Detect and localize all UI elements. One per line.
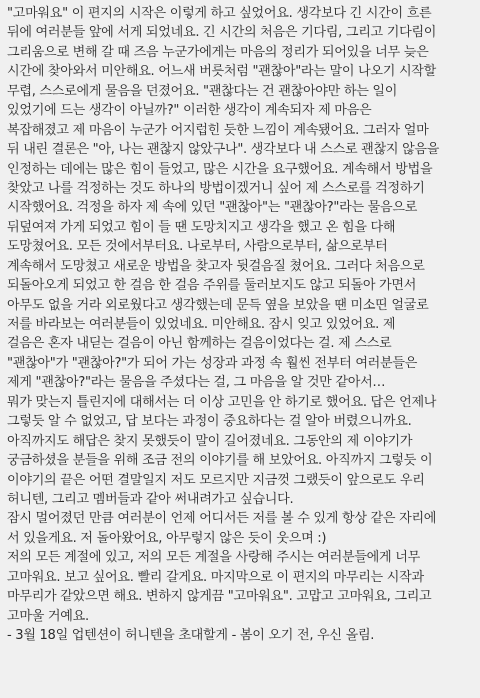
letter-line: 무렵, 스스로에게 물음을 던졌어요. "괜찮다는 건 괜찮아야만 하는 일이 [7, 83, 398, 99]
letter-line: 제게 "괜찮아?"라는 물음을 주셨다는 걸, 그 마음을 알 것만 같아서… [7, 375, 386, 391]
letter-line: 계속해서 도망쳤고 새로운 방법을 찾고자 뒷걸음질 쳤어요. 그러다 처음으로 [7, 258, 425, 274]
letter-line: 복잡해졌고 제 마음이 누군가 어지럽힌 듯한 느낌이 계속됐어요. 그러자 얼마 [7, 122, 429, 138]
letter-line: "괜찮아"가 "괜찮아?"가 되어 가는 성장과 과정 속 훨씬 전부터 여러분들은 [7, 355, 418, 371]
letter-line: 서 있을게요. 저 돌아왔어요, 아무렇지 않은 듯이 웃으며 :) [7, 530, 327, 546]
letter-line: 시간에 찾아와서 미안해요. 어느새 버릇처럼 "괜찮아"라는 말이 나오기 시작할 [7, 64, 437, 80]
letter-line: 궁금하셨을 분들을 위해 조금 전의 이야기를 해 보았어요. 아직까지 그렇듯 이 [7, 453, 433, 469]
letter-line: 마무리가 같았으면 해요. 변하지 않게끔 "고마워요". 고맙고 고마워요, 그리고 [7, 589, 432, 605]
letter-line: 되돌아오게 되었고 한 걸음 한 걸음 주위를 둘러보지도 않고 되돌아 가면서 [7, 278, 417, 294]
letter-line: 그렇듯 알 수 없었고, 답 보다는 과정이 중요하다는 걸 알아 버렸으니까요. [7, 414, 412, 430]
letter-line: 저를 바라보는 여러분들이 있었네요. 미안해요. 잠시 잊고 있었어요. 제 [7, 317, 396, 332]
letter-line: 뒤 내린 결론은 "아, 나는 괜찮지 않았구나". 생각보다 내 스스로 괜찮지 않음을 [7, 142, 440, 158]
letter-line: 뭐가 맞는지 틀린지에 대해서는 더 이상 고민을 안 하기로 했어요. 답은 언제나 [7, 394, 437, 410]
letter-line: 이야기의 끝은 어떤 결말일지 저도 모르지만 지금껏 그랬듯이 앞으로도 우리 [7, 472, 425, 488]
letter-line: 아직까지도 해답은 찾지 못했듯이 말이 길어졌네요. 그동안의 제 이야기가 [7, 433, 413, 449]
letter-line: 잠시 멀어졌던 만큼 여러분이 언제 어디서든 저를 볼 수 있게 항상 같은 자리에 [7, 511, 437, 527]
letter-line: 뒤덮여져 가게 되었고 힘이 들 땐 도망치지고 생각을 했고 온 힘을 다해 [7, 219, 396, 235]
letter-line: 있었기에 드는 생각이 아닐까?" 이러한 생각이 계속되자 제 마음은 [7, 103, 372, 119]
letter-line: 아무도 없을 거라 외로웠다고 생각했는데 문득 옆을 보았을 땐 미소띤 얼굴로 [7, 297, 429, 313]
letter-line: 찾았고 나를 걱정하는 것도 하나의 방법이겠거니 싶어 제 스스로를 걱정하기 [7, 180, 425, 196]
letter-line: 인정하는 데에는 많은 힘이 들었고, 많은 시간을 요구했어요. 계속해서 방법을 [7, 161, 433, 177]
letter-line: 그리움으로 변해 갈 때 즈음 누군가에게는 마음의 정리가 되어있을 너무 늦은 [7, 44, 429, 60]
letter-line: 고마워요. 보고 싶어요. 빨리 갈게요. 마지막으로 이 편지의 마무리는 시작과 [7, 569, 424, 585]
letter-line: 허니텐, 그리고 멤버들과 같아 써내려가고 싶습니다. [7, 491, 294, 507]
letter-line: 뒤에 여러분들 앞에 서게 되었네요. 긴 시간의 처음은 기다림, 그리고 기다림이 [7, 25, 437, 41]
letter-signature: - 3월 18일 업텐션이 허니텐을 초대할게 - 봄이 오기 전, 우신 올림. [7, 628, 375, 643]
letter-line: 걸음은 혼자 내딛는 걸음이 아닌 함께하는 걸음이었다는 걸. 제 스스로 [7, 336, 392, 352]
letter-line: 시작했어요. 걱정을 하자 제 속에 있던 "괜찮아"는 "괜찮아?"라는 물음으로 [7, 200, 418, 216]
letter-line: 고마울 거예요. [7, 608, 89, 624]
letter-line: "고마워요" 이 편지의 시작은 이렇게 하고 싶었어요. 생각보다 긴 시간이 흐른 [7, 6, 432, 21]
letter-line: 도망쳤어요. 모든 것에서부터요. 나로부터, 사람으로부터, 삶으로부터 [7, 239, 388, 255]
letter-line: 저의 모든 계절에 있고, 저의 모든 계절을 사랑해 주시는 여러분들에게 너무 [7, 550, 420, 566]
